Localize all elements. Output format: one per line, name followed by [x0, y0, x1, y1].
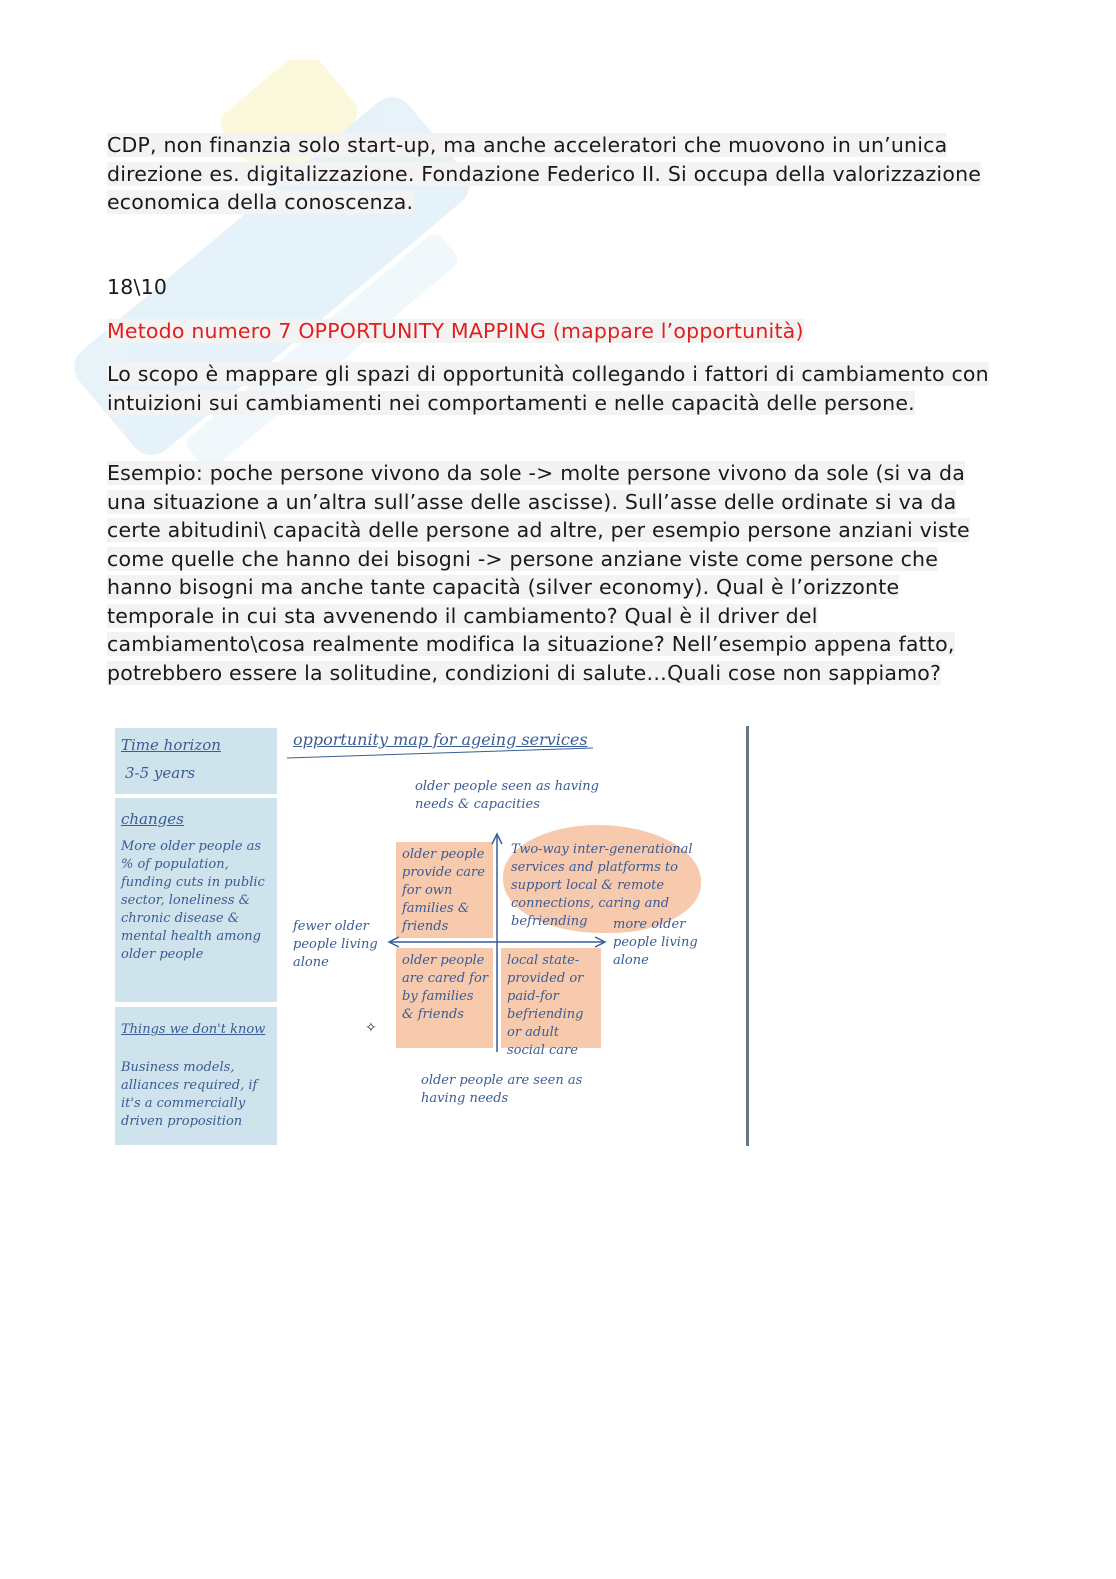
section-heading-text: Metodo numero 7 OPPORTUNITY MAPPING (mappare l’opportunità) — [107, 319, 804, 343]
changes-label: changes — [121, 810, 184, 828]
quadrant-bottom-left-text: older people are cared for by families & friends — [402, 953, 489, 1022]
date-label — [107, 273, 1007, 302]
changes-text: More older people as % of population, funding cuts in public sector, loneliness & chronic disease & mental health among older people — [121, 839, 265, 962]
date-text: 18\10 — [107, 275, 168, 299]
axis-right-label: more older people living alone — [613, 917, 698, 968]
unknowns-text: Business models, alliances required, if it's a commercially driven proposition — [121, 1060, 258, 1129]
quadrant-top-right-text: Two-way inter-generational services and platforms to support local & remote connections, caring and befriending — [511, 842, 693, 929]
mouse-cursor-icon: ✧ — [365, 1020, 377, 1036]
quadrant-top-left-text: older people provide care for own families & friends — [402, 847, 485, 934]
unknowns-label: Things we don't know — [121, 1022, 266, 1037]
paragraph-purpose-text: Lo scopo è mappare gli spazi di opportunità collegando i fattori di cambiamento con intuizioni sui cambiamenti nei comportamenti e nelle capacità delle persone. — [107, 362, 989, 415]
axis-bottom-label: older people are seen as having needs — [421, 1073, 583, 1106]
time-horizon-value: 3-5 years — [125, 764, 196, 782]
axis-top-label: older people seen as having needs & capacities — [415, 779, 599, 812]
axis-left-label: fewer older people living alone — [293, 919, 378, 970]
paragraph-example-text: Esempio: poche persone vivono da sole -> molte persone vivono da sole (si va da una situazione a un’altra sull’asse delle ascisse). Sull’asse delle ordinate si va da certe abitudini\ capacità delle persone ad altre, per esempio persone anziani viste come quelle che hanno dei bisogni -> persone anziane viste come persone che hanno bisogni ma anche tante capacità (silver economy). Qual è l’orizzonte temporale in cui sta avvenendo il cambiamento? Qual è il driver del cambiamento\cosa realmente modifica la situazione? Nell’esempio appena fatto, potrebbero essere la solitudine, condizioni di salute…Quali cose non sappiamo? — [107, 461, 970, 685]
section-heading — [107, 317, 1007, 346]
paragraph-cdp — [107, 131, 1007, 217]
paragraph-example — [107, 459, 1007, 687]
paragraph-cdp-text: CDP, non finanzia solo start-up, ma anche acceleratori che muovono in un’unica direzione es. digitalizzazione. Fondazione Federico II. Si occupa della valorizzazione economica della conoscenza. — [107, 133, 982, 214]
time-horizon-label: Time horizon — [121, 736, 221, 754]
paragraph-purpose — [107, 360, 1007, 417]
opportunity-map-figure — [115, 726, 751, 1148]
figure-title: opportunity map for ageing services — [293, 730, 588, 749]
quadrant-bottom-right-text: local state-provided or paid-for befriending or adult social care — [507, 953, 584, 1058]
